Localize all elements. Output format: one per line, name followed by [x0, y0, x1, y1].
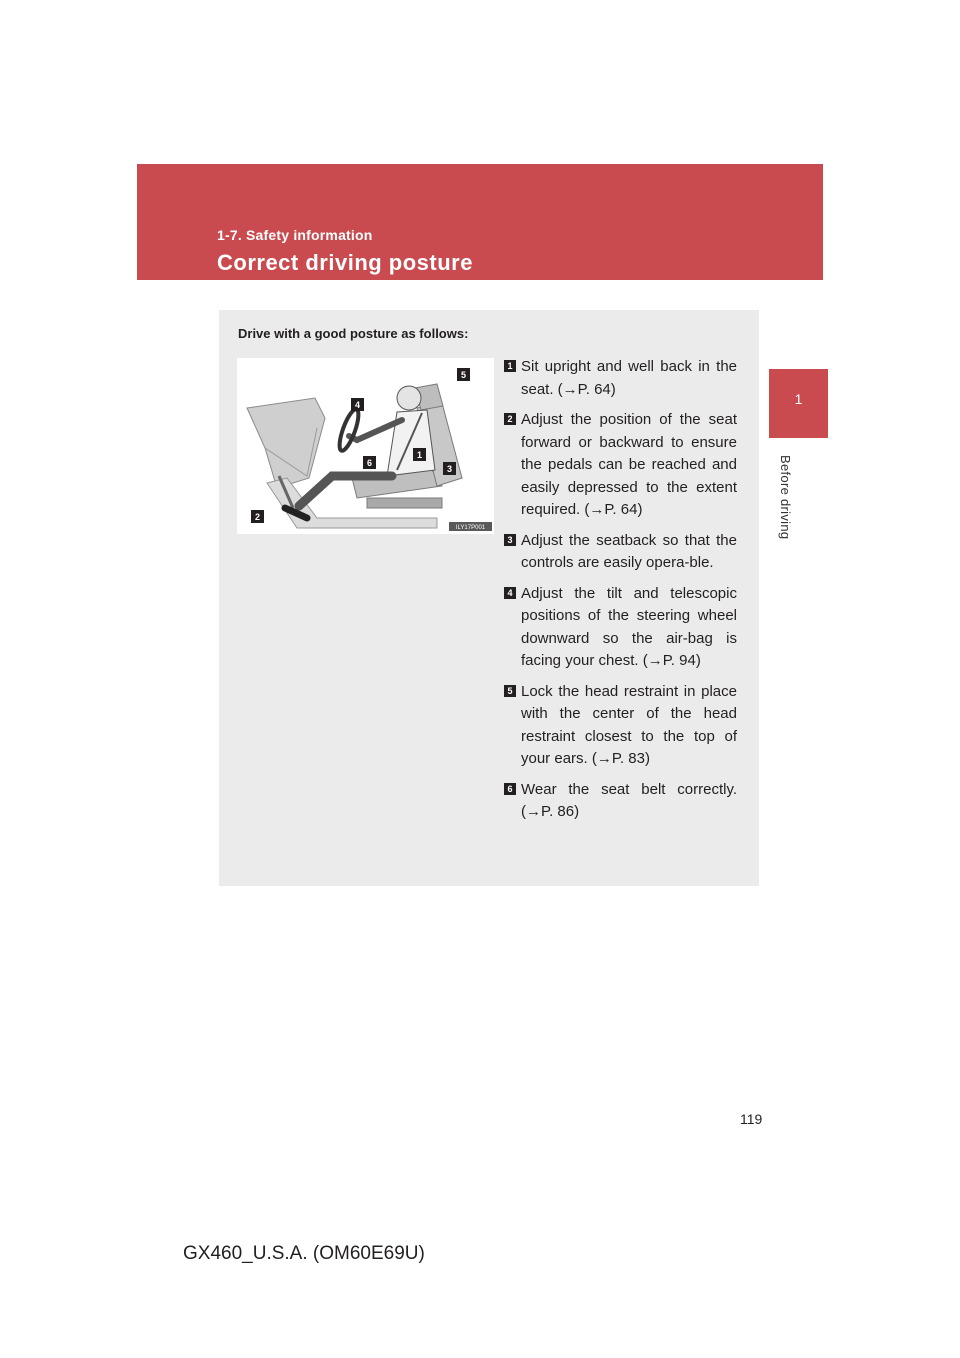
- chapter-tab-label: Before driving: [778, 455, 793, 540]
- content-panel: [219, 310, 759, 886]
- step-5-text: Lock the head restraint in place with the center of the head restraint closest to the top of your ears. (→P. 83): [521, 682, 737, 767]
- page-title: Correct driving posture: [217, 250, 473, 275]
- header-band: [137, 164, 823, 280]
- step-6-text: Wear the seat belt correctly. (→P. 86): [521, 780, 737, 820]
- figure-label-5: 5: [460, 370, 467, 380]
- chapter-tab-number: 1: [794, 391, 803, 407]
- chapter-tab[interactable]: [769, 369, 828, 438]
- page-number: 119: [740, 1111, 763, 1127]
- posture-steps-list: [504, 356, 737, 832]
- figure-label-1: 1: [416, 450, 423, 460]
- step-4-text: Adjust the tilt and telescopic positions of the steering wheel downward so the air-bag is facing your chest. (→P. 94): [521, 584, 737, 669]
- driving-posture-illustration: [237, 358, 494, 534]
- driver-seat-illustration: [237, 358, 494, 534]
- document-code: GX460_U.S.A. (OM60E69U): [183, 1243, 425, 1264]
- figure-code: ILY17P001: [455, 525, 486, 531]
- figure-label-6: 6: [366, 458, 373, 468]
- section-label: 1-7. Safety information: [217, 227, 373, 243]
- step-1-marker: 1: [504, 360, 516, 372]
- step-2: [504, 409, 737, 522]
- step-3: [504, 530, 737, 575]
- figure-label-2: 2: [254, 512, 261, 522]
- step-5-marker: 5: [504, 685, 516, 697]
- step-2-text: Adjust the position of the seat forward or backward to ensure the pedals can be reached and easily depressed to the extent required. (→P. 64): [521, 411, 737, 518]
- step-1-text: Sit upright and well back in the seat. (→P. 64): [521, 358, 737, 398]
- intro-text: Drive with a good posture as follows:: [238, 326, 469, 341]
- step-4: [504, 583, 737, 673]
- step-3-marker: 3: [504, 534, 516, 546]
- step-3-text: Adjust the seatback so that the controls are easily opera-ble.: [521, 531, 737, 571]
- step-1: [504, 356, 737, 401]
- figure-label-3: 3: [446, 464, 453, 474]
- step-6-marker: 6: [504, 783, 516, 795]
- figure-label-4: 4: [354, 400, 361, 410]
- step-4-marker: 4: [504, 587, 516, 599]
- step-2-marker: 2: [504, 413, 516, 425]
- step-6: [504, 779, 737, 824]
- step-5: [504, 681, 737, 771]
